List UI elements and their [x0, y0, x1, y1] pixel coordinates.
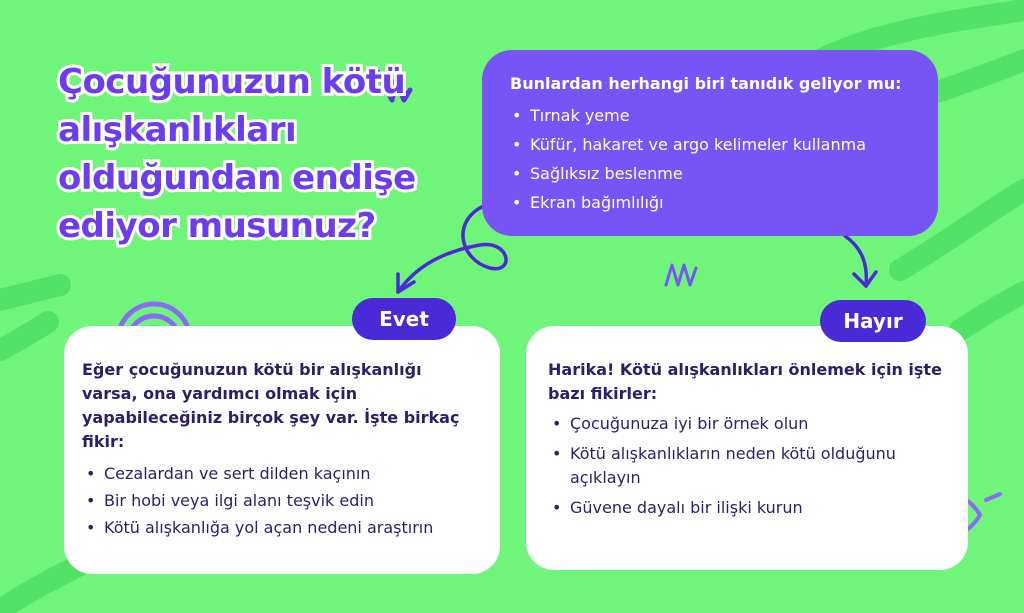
scribble-stroke — [0, 322, 48, 350]
scribble-stroke — [960, 292, 1024, 330]
list-item: • Güvene dayalı bir ilişki kurun — [548, 496, 948, 520]
question-heading: Bunlardan herhangi biri tanıdık geliyor mu: — [510, 74, 902, 93]
squiggle-doodle — [666, 265, 696, 285]
list-item: • Çocuğunuza iyi bir örnek olun — [548, 412, 948, 436]
arrow-to-no — [845, 236, 876, 286]
no-card — [526, 326, 968, 570]
no-card-list — [548, 412, 948, 520]
yes-card-list — [82, 460, 480, 541]
yes-label: Evet — [352, 298, 456, 340]
scribble-stroke — [0, 285, 60, 300]
question-box — [482, 50, 938, 236]
no-card-heading: Harika! Kötü alışkanlıkları önlemek için işte bazı fikirler: — [548, 360, 942, 403]
yes-card-heading: Eğer çocuğunuzun kötü bir alışkanlığı varsa, ona yardımcı olmak için yapabileceğiniz birçok şey var. İşte birkaç fikir: — [82, 360, 460, 451]
page-title: Çocuğunuzun kötü alışkanlıkları olduğundan endişe ediyor musunuz? — [58, 62, 416, 246]
list-item: • Kötü alışkanlığa yol açan nedeni araştırın — [82, 514, 480, 541]
no-label: Hayır — [820, 300, 926, 342]
list-item: • Bir hobi veya ilgi alanı teşvik edin — [82, 487, 480, 514]
list-item: • Küfür, hakaret ve argo kelimeler kullanma — [510, 130, 912, 159]
list-item: • Tırnak yeme — [510, 101, 912, 130]
list-item: • Ekran bağımlılığı — [510, 188, 912, 217]
list-item: • Kötü alışkanlıkların neden kötü olduğunu açıklayın — [548, 442, 948, 490]
list-item: • Cezalardan ve sert dilden kaçının — [82, 460, 480, 487]
list-item: • Sağlıksız beslenme — [510, 159, 912, 188]
yes-card — [64, 326, 500, 574]
question-list — [510, 101, 912, 217]
